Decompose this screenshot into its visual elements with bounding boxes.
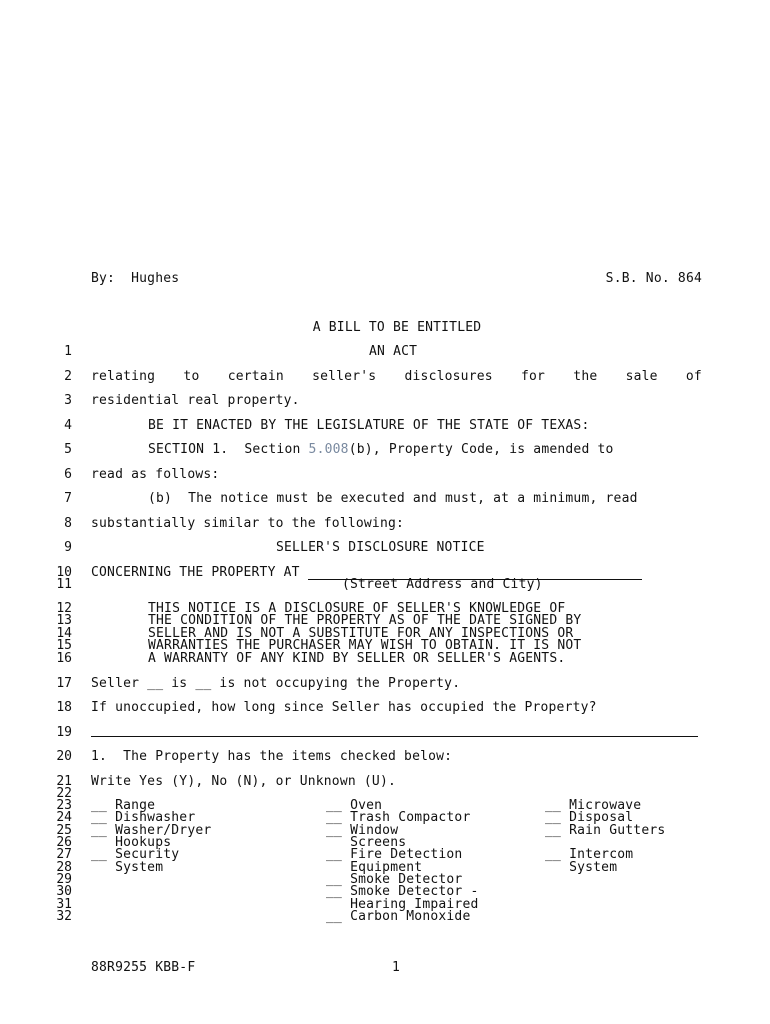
item-oven: __ Oven	[326, 798, 383, 813]
item-fire-detection-cont: Equipment	[326, 860, 423, 875]
author-line: By: Hughes	[91, 271, 180, 286]
notice-line: THE CONDITION OF THE PROPERTY AS OF THE DATE SIGNED BY	[148, 613, 582, 628]
line-number: 30	[56, 884, 72, 899]
answer-blank-line[interactable]	[91, 736, 698, 737]
line-number: 23	[56, 798, 72, 813]
item-carbon-monoxide: __ Carbon Monoxide	[326, 909, 471, 924]
line-number: 12	[56, 601, 72, 616]
item-smoke-detector-hi-cont: Hearing Impaired	[326, 897, 479, 912]
section-link[interactable]: 5.008	[308, 442, 349, 457]
section-text-rest: (b), Property Code, is amended to	[348, 442, 614, 457]
line-number: 25	[56, 823, 72, 838]
line-number: 2	[64, 369, 72, 384]
item-dishwasher: __ Dishwasher	[91, 810, 196, 825]
line-number: 17	[56, 676, 72, 691]
notice-heading: SELLER'S DISCLOSURE NOTICE	[276, 540, 485, 555]
line-number: 31	[56, 897, 72, 912]
line-number: 18	[56, 700, 72, 715]
item-fire-detection: __ Fire Detection	[326, 847, 463, 862]
item-trash-compactor: __ Trash Compactor	[326, 810, 471, 825]
enacting-clause: BE IT ENACTED BY THE LEGISLATURE OF THE STATE OF TEXAS:	[148, 418, 590, 433]
item-washer-dryer: __ Washer/Dryer	[91, 823, 212, 838]
item-disposal: __ Disposal	[545, 810, 634, 825]
line-number: 32	[56, 909, 72, 924]
line-number: 9	[64, 540, 72, 555]
act-heading: AN ACT	[369, 344, 418, 359]
line-number: 6	[64, 467, 72, 482]
line-number: 29	[56, 872, 72, 887]
caption-word: relating	[91, 369, 156, 384]
caption-word: to	[183, 369, 200, 384]
line-number: 3	[64, 393, 72, 408]
caption-word: disclosures	[404, 369, 493, 384]
line-number: 16	[56, 651, 72, 666]
page-number: 1	[392, 960, 401, 975]
notice-line: WARRANTIES THE PURCHASER MAY WISH TO OBTAIN. IT IS NOT	[148, 638, 582, 653]
body-line-7: (b) The notice must be executed and must, at a minimum, read	[148, 491, 638, 506]
caption-line-2	[91, 370, 702, 383]
body-line-8: substantially similar to the following:	[91, 516, 405, 531]
line-number: 26	[56, 835, 72, 850]
line-number: 21	[56, 774, 72, 789]
item-microwave: __ Microwave	[545, 798, 642, 813]
caption-word: certain	[227, 369, 284, 384]
unoccupied-question: If unoccupied, how long since Seller has occupied the Property?	[91, 700, 597, 715]
item-washer-dryer-cont: Hookups	[91, 835, 172, 850]
line-number: 1	[64, 344, 72, 359]
address-caption: (Street Address and City)	[342, 577, 543, 592]
line-number: 20	[56, 749, 72, 764]
caption-line-3: residential real property.	[91, 393, 300, 408]
item-window: __ Window	[326, 823, 399, 838]
item-security: __ Security	[91, 847, 180, 862]
section-line	[148, 443, 614, 456]
item-window-cont: Screens	[326, 835, 407, 850]
line-number: 19	[56, 725, 72, 740]
notice-line: THIS NOTICE IS A DISCLOSURE OF SELLER'S KNOWLEDGE OF	[148, 601, 566, 616]
line-number: 15	[56, 638, 72, 653]
line-number: 10	[56, 565, 72, 580]
caption-word: of	[685, 369, 702, 384]
caption-word: seller's	[312, 369, 377, 384]
body-line-6: read as follows:	[91, 467, 220, 482]
line-number: 4	[64, 418, 72, 433]
item-intercom: __ Intercom	[545, 847, 634, 862]
notice-line: A WARRANTY OF ANY KIND BY SELLER OR SELLER'S AGENTS.	[148, 651, 566, 666]
caption-word: the	[573, 369, 598, 384]
occupancy-line: Seller __ is __ is not occupying the Property.	[91, 676, 461, 691]
item-rain-gutters: __ Rain Gutters	[545, 823, 666, 838]
item-smoke-detector: __ Smoke Detector	[326, 872, 463, 887]
line-number: 7	[64, 491, 72, 506]
item-security-cont: System	[91, 860, 164, 875]
line-number: 11	[56, 577, 72, 592]
items-intro: 1. The Property has the items checked below:	[91, 749, 453, 764]
document-code: 88R9255 KBB-F	[91, 960, 196, 975]
caption-word: sale	[625, 369, 658, 384]
caption-word: for	[521, 369, 546, 384]
bill-number: S.B. No. 864	[605, 271, 702, 286]
line-number: 22	[56, 786, 72, 801]
line-number: 13	[56, 613, 72, 628]
line-number: 24	[56, 810, 72, 825]
item-smoke-detector-hi: __ Smoke Detector -	[326, 884, 479, 899]
line-number: 14	[56, 626, 72, 641]
section-text: SECTION 1. Section	[148, 442, 309, 457]
line-number: 28	[56, 860, 72, 875]
line-number: 8	[64, 516, 72, 531]
item-intercom-cont: System	[545, 860, 618, 875]
line-number: 5	[64, 442, 72, 457]
item-range: __ Range	[91, 798, 156, 813]
bill-title: A BILL TO BE ENTITLED	[312, 320, 482, 335]
items-instructions: Write Yes (Y), No (N), or Unknown (U).	[91, 774, 397, 789]
notice-line: SELLER AND IS NOT A SUBSTITUTE FOR ANY INSPECTIONS OR	[148, 626, 574, 641]
property-label: CONCERNING THE PROPERTY AT	[91, 565, 308, 580]
line-number: 27	[56, 847, 72, 862]
